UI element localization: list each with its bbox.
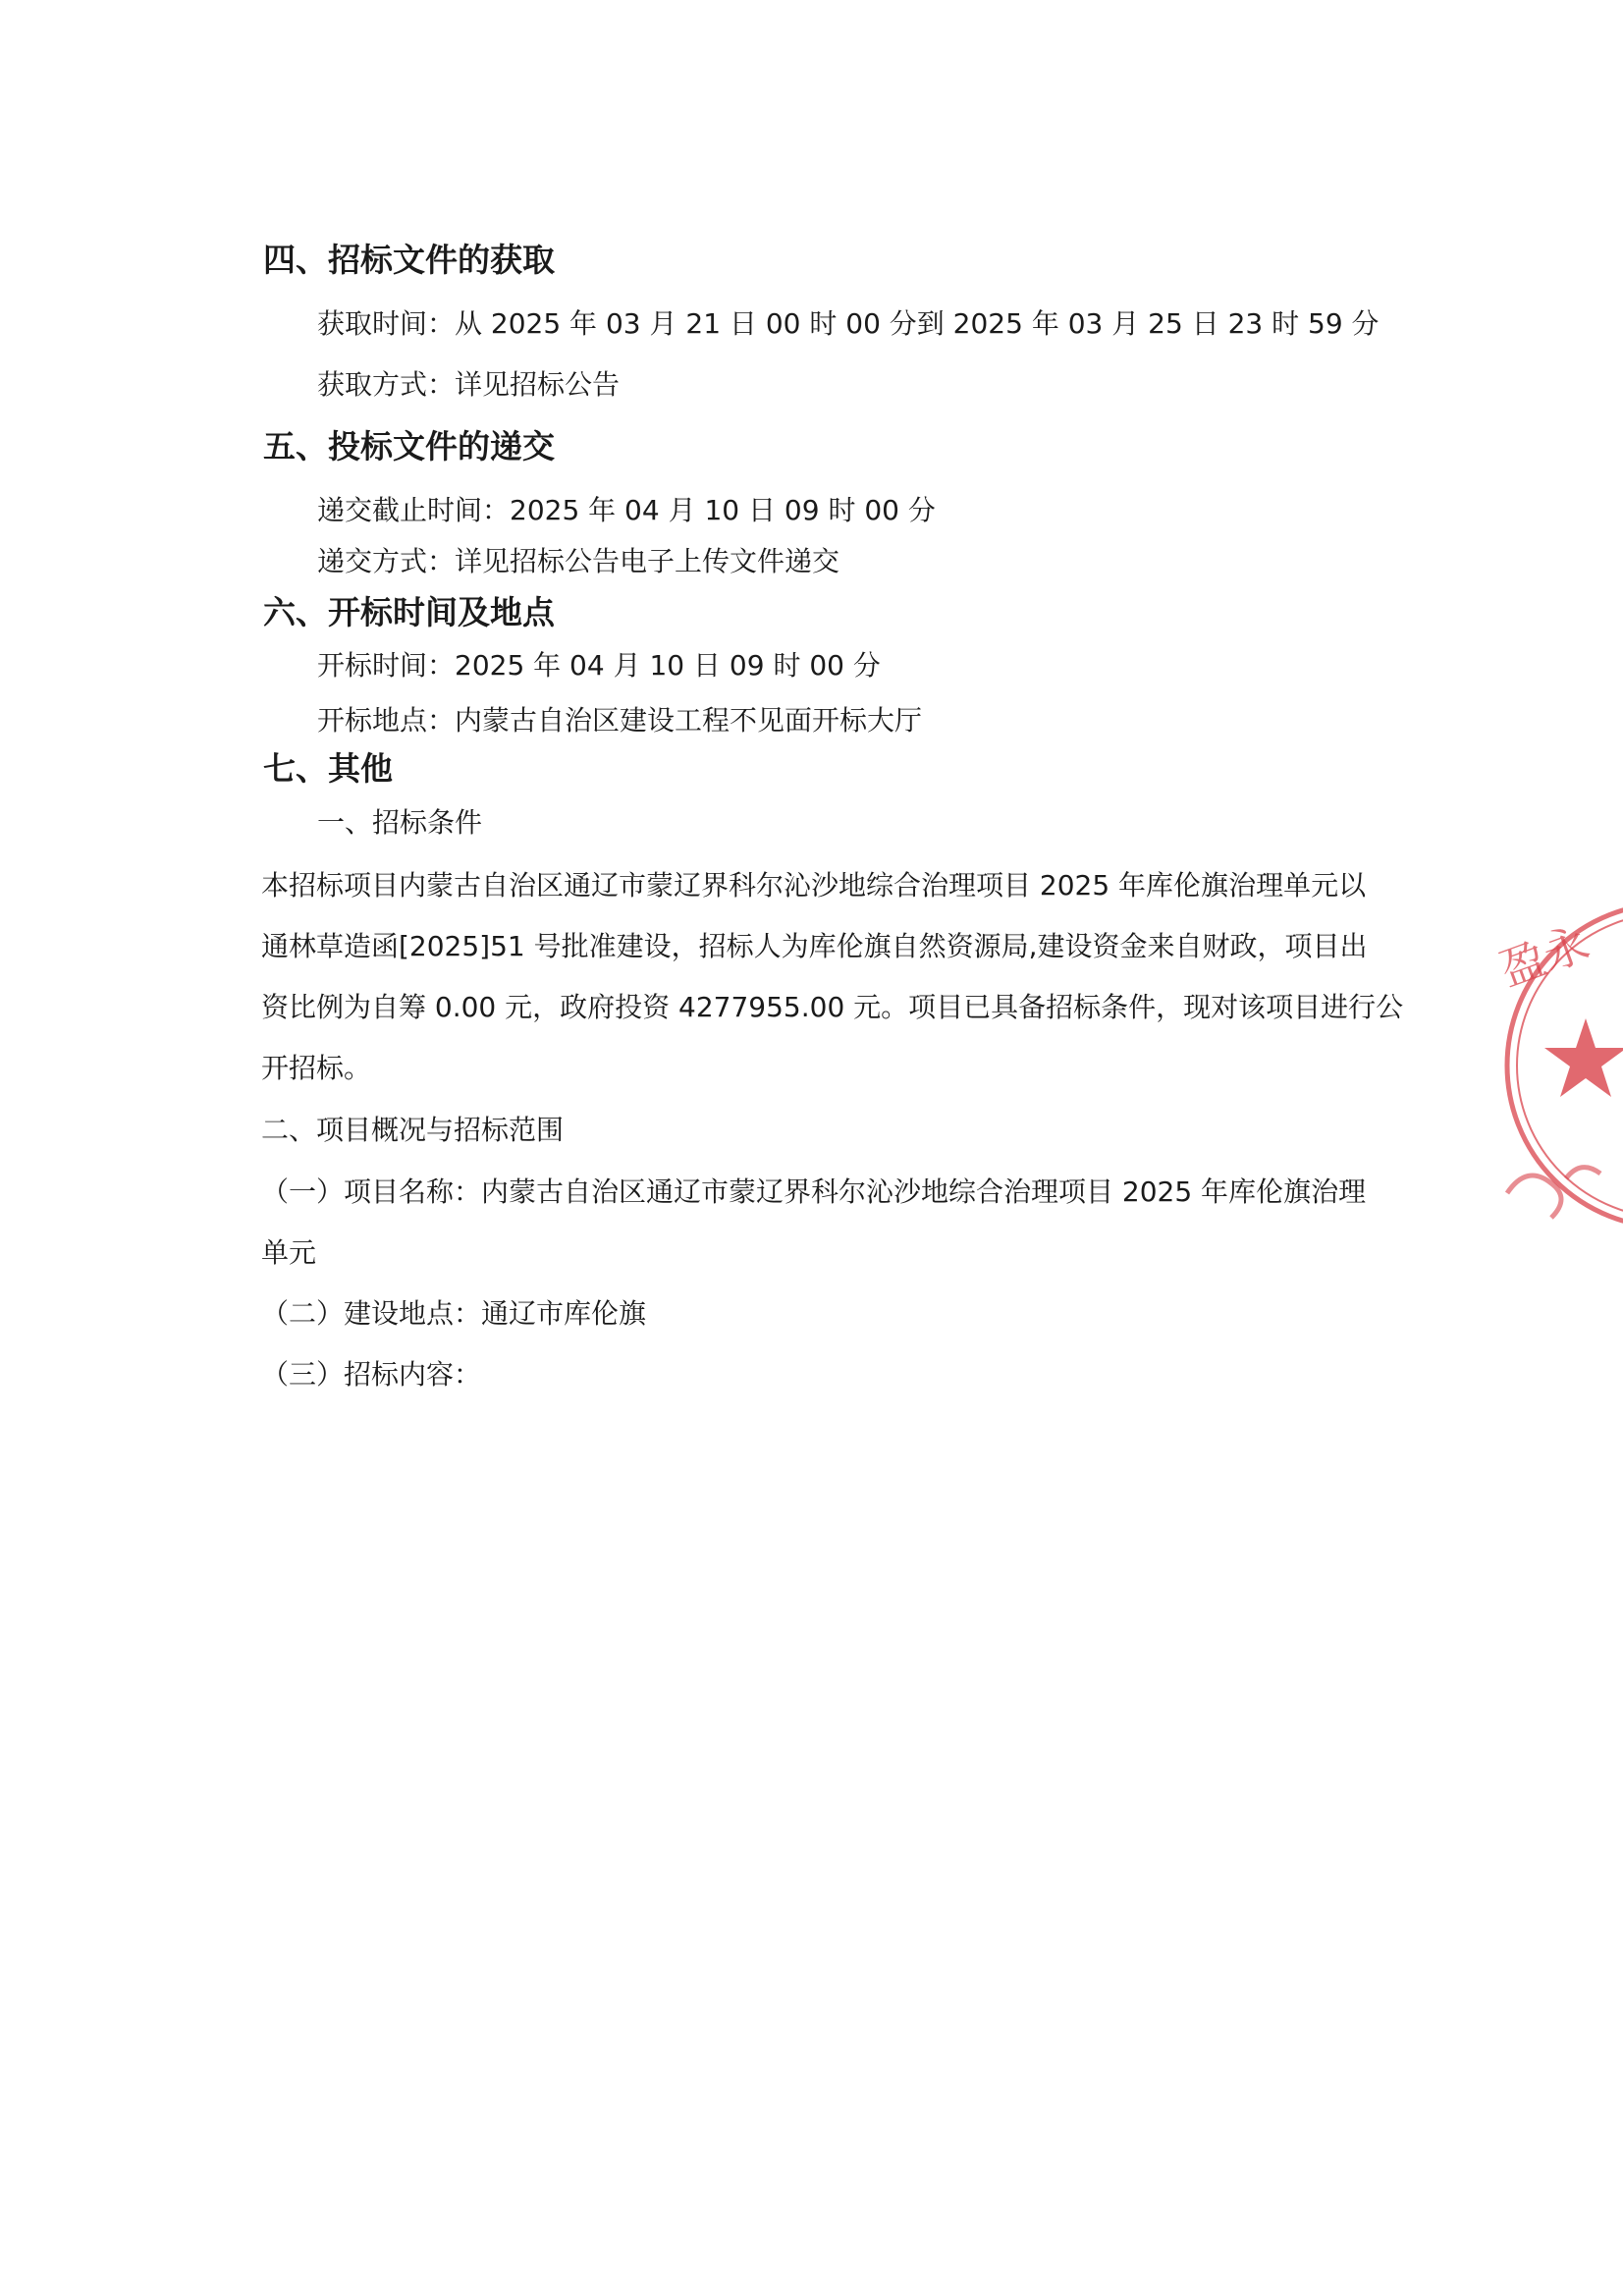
section-7-heading: 七、其他	[263, 749, 393, 788]
submission-deadline: 递交截止时间：2025 年 04 月 10 日 09 时 00 分	[317, 494, 936, 526]
section-4-heading: 四、招标文件的获取	[263, 241, 555, 279]
opening-time: 开标时间：2025 年 04 月 10 日 09 时 00 分	[317, 649, 881, 682]
subheading-project-overview: 二、项目概况与招标范围	[261, 1114, 565, 1146]
paragraph-line: 资比例为自筹 0.00 元，政府投资 4277955.00 元。项目已具备招标条件，现对该项目进行公	[261, 991, 1404, 1023]
paragraph-line: 开招标。	[261, 1052, 372, 1084]
paragraph-line: 通林草造函[2025]51 号批准建设，招标人为库伦旗自然资源局,建设资金来自财政，项目出	[261, 930, 1368, 962]
official-seal-stamp	[1473, 899, 1623, 1252]
subheading-tender-conditions: 一、招标条件	[317, 806, 483, 839]
section-6-heading: 六、开标时间及地点	[263, 593, 555, 631]
item-project-name: （一）项目名称：内蒙古自治区通辽市蒙辽界科尔沁沙地综合治理项目 2025 年库伦旗治理	[261, 1175, 1367, 1208]
section-5-heading: 五、投标文件的递交	[263, 427, 555, 465]
svg-text:盈永: 盈永	[1492, 915, 1596, 997]
acquisition-method: 获取方式：详见招标公告	[317, 368, 621, 401]
item-construction-site: （二）建设地点：通辽市库伦旗	[261, 1297, 647, 1330]
paragraph-line: 本招标项目内蒙古自治区通辽市蒙辽界科尔沁沙地综合治理项目 2025 年库伦旗治理单元以	[261, 869, 1367, 902]
opening-place: 开标地点：内蒙古自治区建设工程不见面开标大厅	[317, 704, 923, 737]
item-tender-content: （三）招标内容：	[261, 1358, 482, 1391]
item-project-name-cont: 单元	[261, 1236, 317, 1269]
submission-method: 递交方式：详见招标公告电子上传文件递交	[317, 545, 840, 577]
star-icon	[1544, 1018, 1623, 1097]
acquisition-time: 获取时间：从 2025 年 03 月 21 日 00 时 00 分到 2025 年 03 月 25 日 23 时 59 分	[317, 307, 1380, 340]
